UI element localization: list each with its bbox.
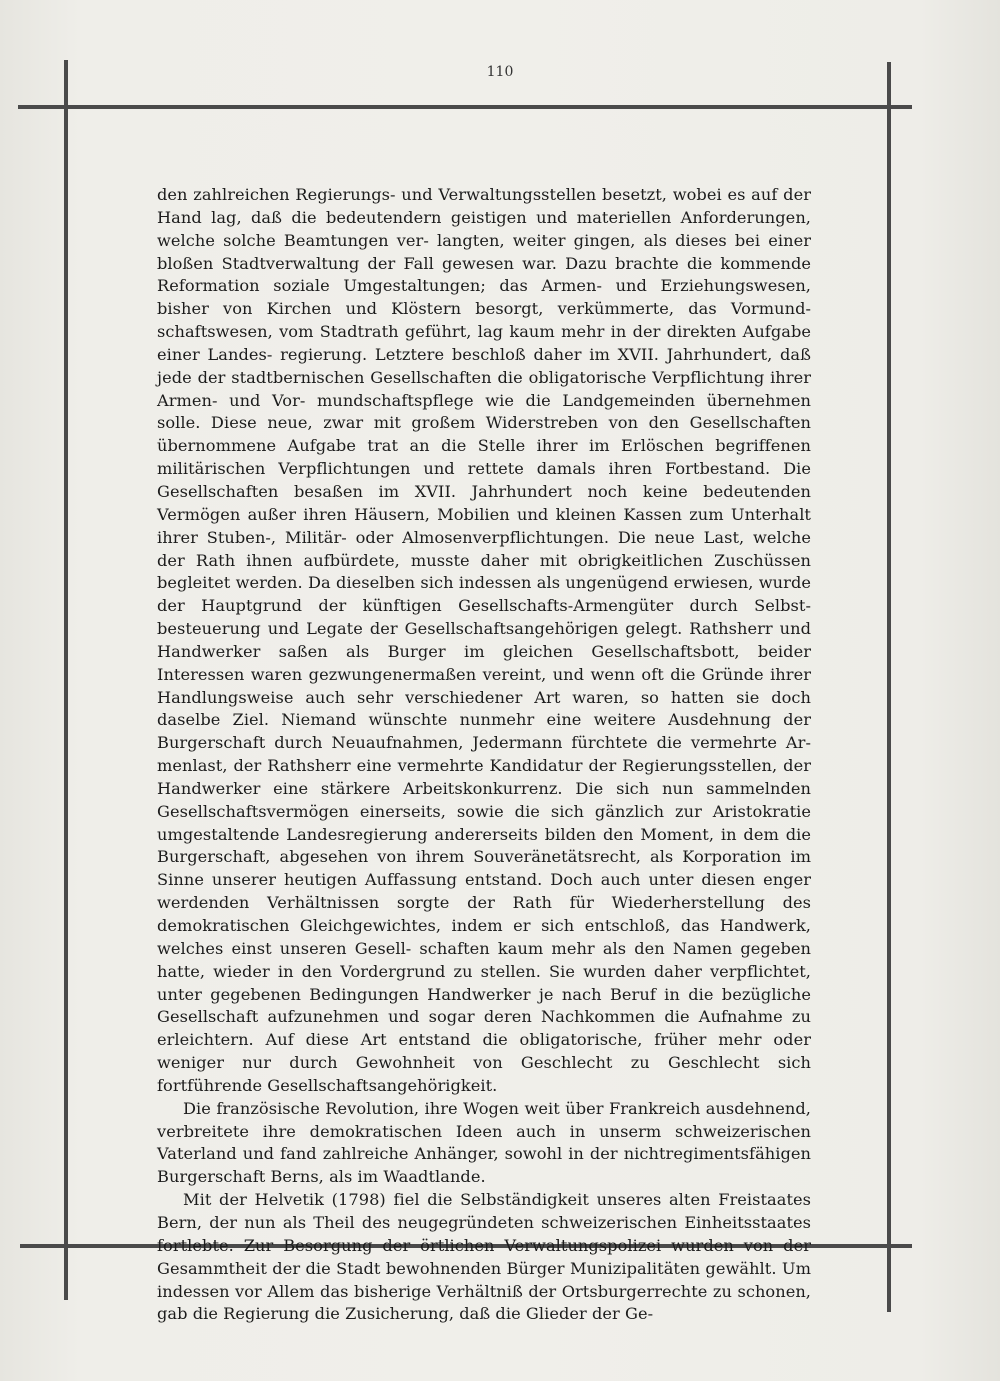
- paragraph-3: Mit der Helvetik (1798) fiel die Selbständigkeit unseres alten Freistaates Bern, der nun als Theil des neugegründeten schweizerischen Einheitsstaates fortlebte. Zur Besorgung der örtlichen Verwaltungspolizei wurden von der Gesammtheit der die Stadt bewohnenden Bürger Munizipalitäten gewählt. Um indessen vor Allem das bisherige Verhältniß der Ortsburgerrechte zu schonen, gab die Regierung die Zusicherung, daß die Glieder der Ge-: [157, 1190, 811, 1324]
- paragraph-2: Die französische Revolution, ihre Wogen weit über Frankreich ausdehnend, verbreitete ihre demokratischen Ideen auch in unserm schweizerischen Vaterland und fand zahlreiche Anhänger, sowohl in der nichtregimentsfähigen Burgerschaft Berns, als im Waadtlande.: [157, 1098, 811, 1187]
- paragraph-1: den zahlreichen Regierungs- und Verwaltungsstellen besetzt, wobei es auf der Hand lag, daß die bedeutendern geistigen und materiellen Anforderungen, welche solche Beamtungen ver- langten, weiter gingen, als dieses bei einer bloßen Stadtverwaltung der Fall gewesen war. Dazu brachte die kommende Reformation soziale Umgestaltungen; das Armen- und Erziehungswesen, bisher von Kirchen und Klöstern besorgt, verkümmerte, das Vormund- schaftswesen, vom Stadtrath geführt, lag kaum mehr in der direkten Aufgabe einer Landes- regierung. Letztere beschloß daher im XVII. Jahrhundert, daß jede der stadtbernischen Gesellschaften die obligatorische Verpflichtung ihrer Armen- und Vor- mundschaftspflege wie die Landgemeinden übernehmen solle. Diese neue, zwar mit großem Widerstreben von den Gesellschaften übernommene Aufgabe trat an die Stelle ihrer im Erlöschen begriffenen militärischen Verpflichtungen und rettete damals ihren Fortbestand. Die Gesellschaften besaßen im XVII. Jahrhundert noch keine bedeutenden Vermögen außer ihren Häusern, Mobilien und kleinen Kassen zum Unterhalt ihrer Stuben-, Militär- oder Almosenverpflichtungen. Die neue Last, welche der Rath ihnen aufbürdete, musste daher mit obrigkeitlichen Zuschüssen begleitet werden. Da dieselben sich indessen als ungenügend erwiesen, wurde der Hauptgrund der künftigen Gesellschafts-Armengüter durch Selbst- besteuerung und Legate der Gesellschaftsangehörigen gelegt. Rathsherr und Handwerker saßen als Burger im gleichen Gesellschaftsbott, beider Interessen waren gezwungenermaßen vereint, und wenn oft die Gründe ihrer Handlungsweise auch sehr verschiedener Art waren, so hatten sie doch daselbe Ziel. Niemand wünschte nunmehr eine weitere Ausdehnung der Burgerschaft durch Neuaufnahmen, Jedermann fürchtete die vermehrte Ar- menlast, der Rathsherr eine vermehrte Kandidatur der Regierungsstellen, der Handwerker eine stärkere Arbeitskonkurrenz. Die sich nun sammelnden Gesellschaftsvermögen einerseits, sowie die sich gänzlich zur Aristokratie umgestaltende Landesregierung andererseits bilden den Moment, in dem die Burgerschaft, abgesehen von ihrem Souveränetätsrecht, als Korporation im Sinne unserer heutigen Auffassung entstand. Doch auch unter diesen enger werdenden Verhältnissen sorgte der Rath für Wiederherstellung des demokratischen Gleichgewichtes, indem er sich entschloß, das Handwerk, welches einst unseren Gesell- schaften kaum mehr als den Namen gegeben hatte, wieder in den Vordergrund zu stellen. Sie wurden daher verpflichtet, unter gegebenen Bedingungen Handwerker je nach Beruf in die bezügliche Gesellschaft aufzunehmen und sogar deren Nachkommen die Aufnahme zu erleichtern. Auf diese Art entstand die obligatorische, früher mehr oder weniger nur durch Gewohnheit von Geschlecht zu Geschlecht sich fortführende Gesellschaftsangehörigkeit.: [157, 185, 811, 1095]
- frame-rule-top: [18, 105, 912, 109]
- body-text: [157, 184, 811, 1326]
- page-number: 110: [486, 64, 514, 80]
- frame-rule-left: [64, 60, 68, 1300]
- frame-rule-right: [887, 62, 891, 1312]
